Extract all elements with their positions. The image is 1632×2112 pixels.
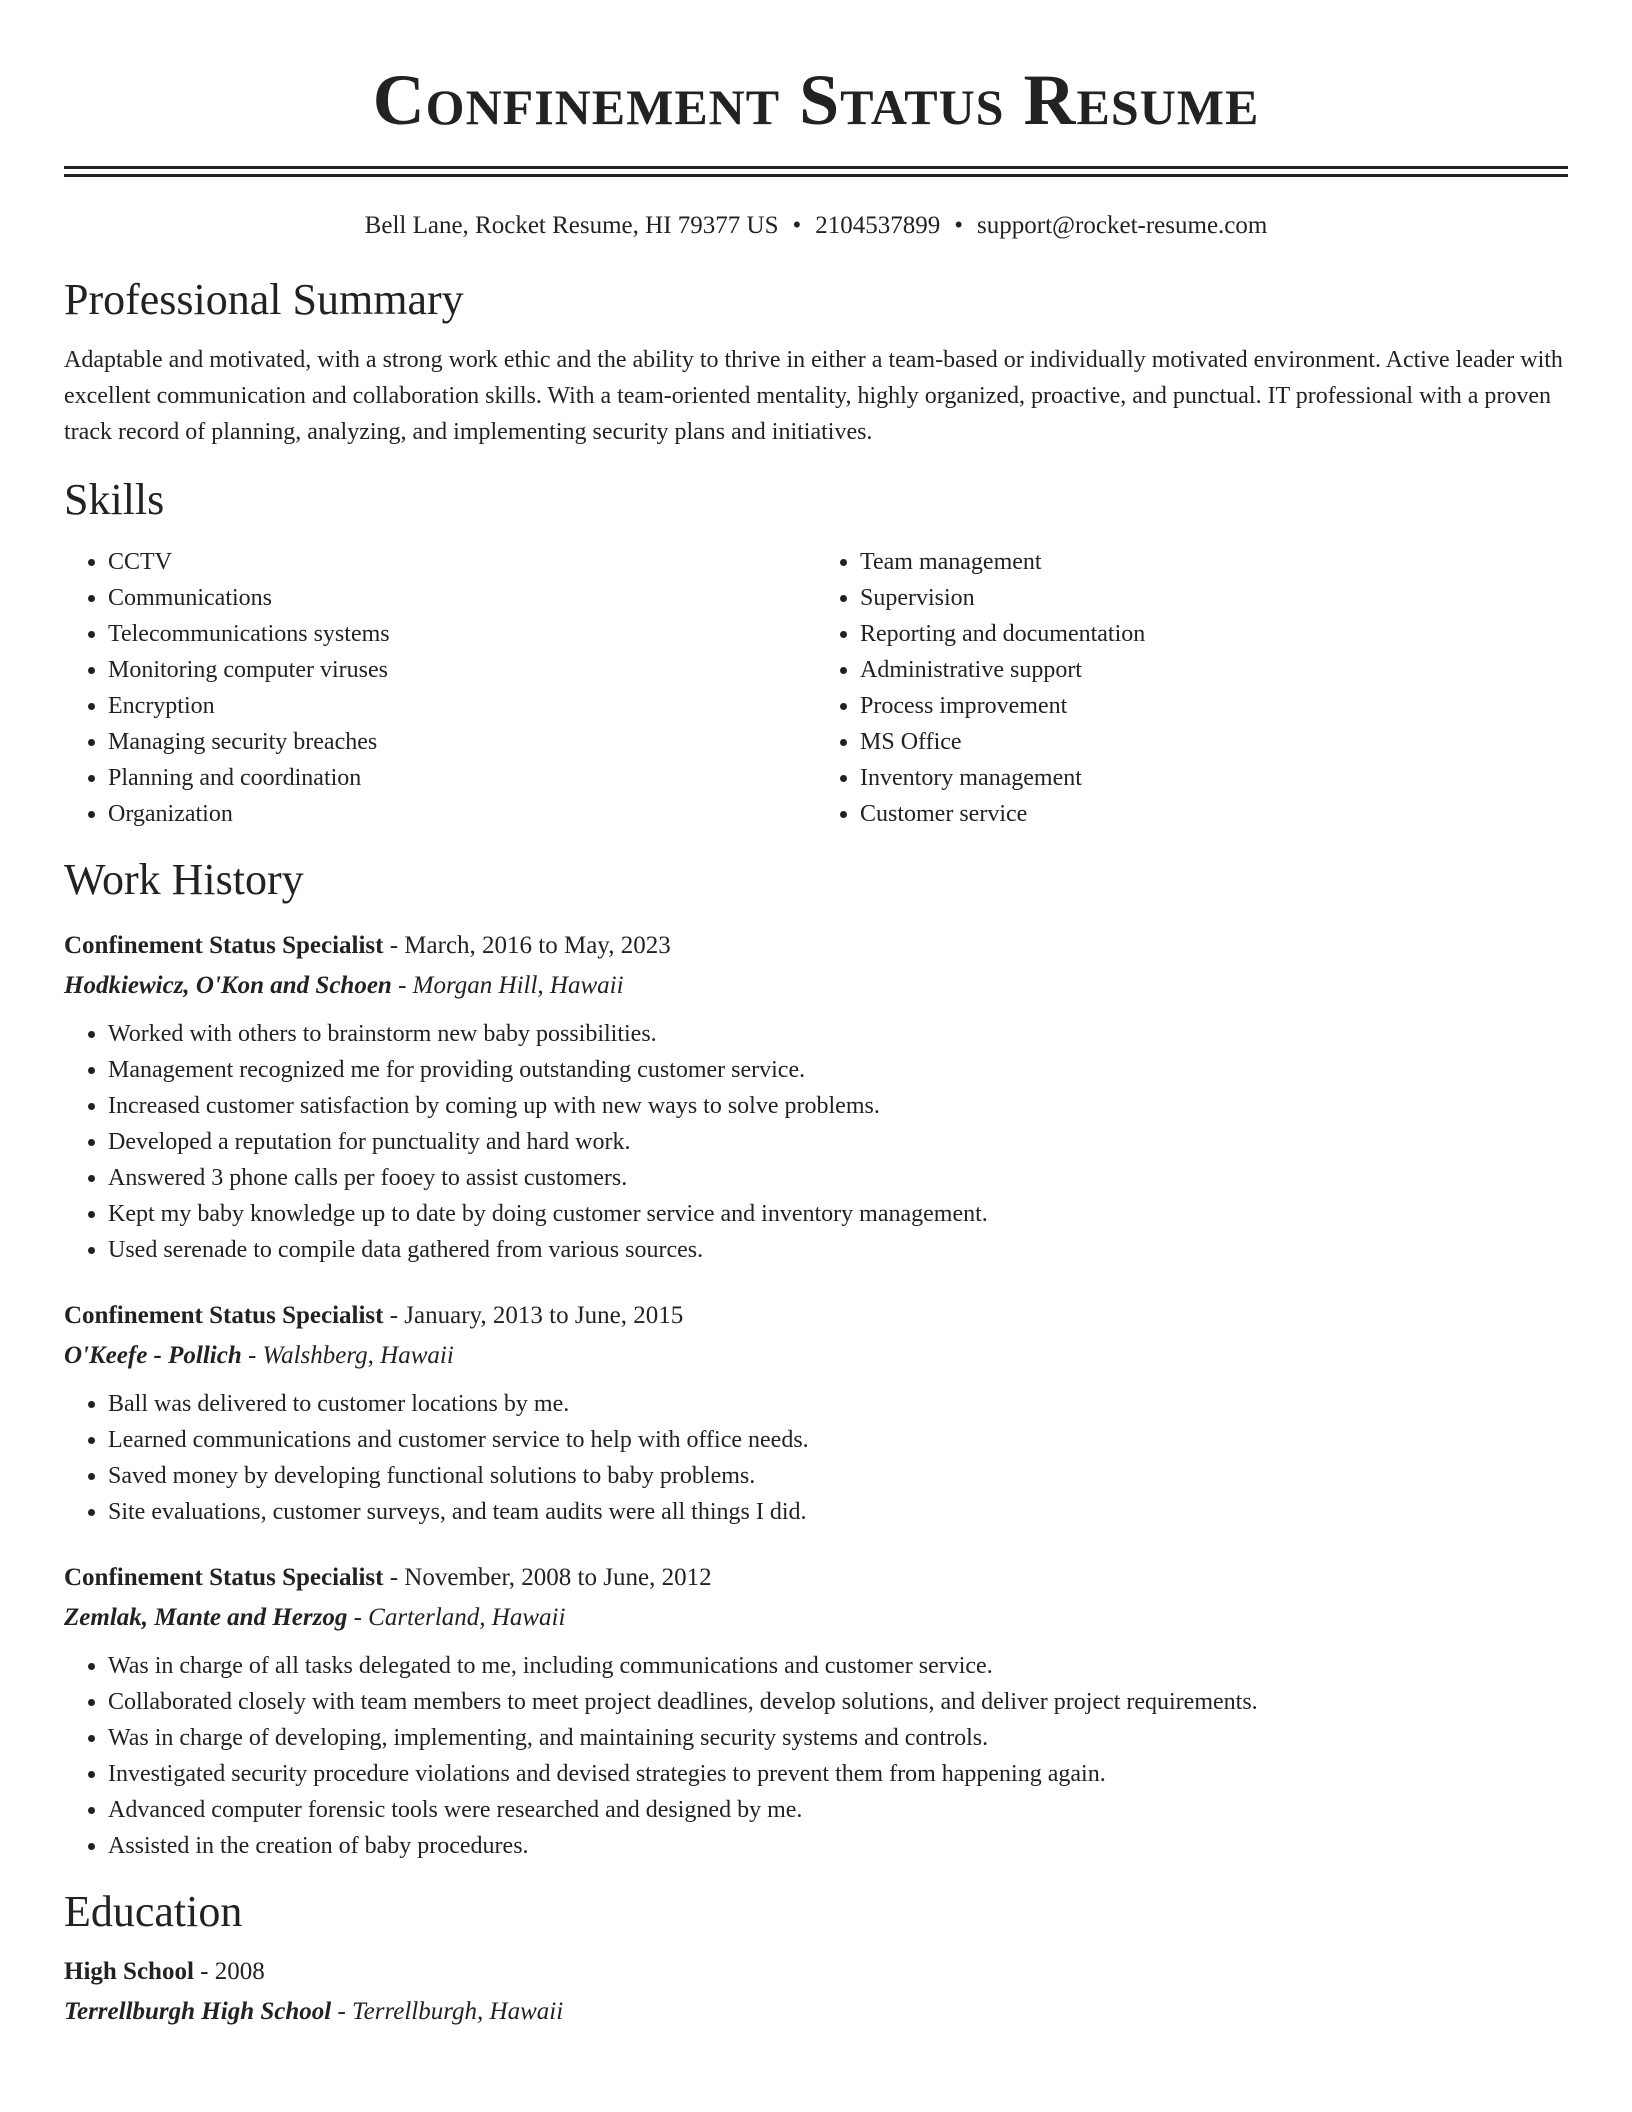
job-company: O'Keefe - Pollich <box>64 1342 242 1369</box>
skills-heading: Skills <box>64 475 165 524</box>
skill-item: • Communications <box>108 580 816 616</box>
job-duty: • Site evaluations, customer surveys, and team audits were all things I did. <box>108 1494 1568 1530</box>
summary-text: Adaptable and motivated, with a strong work ethic and the ability to thrive in either a team-based or individually motivated environment. Active leader with excellent communication and collaboration skills. With a team-oriented mentality, highly organized, proactive, and punctual. IT professional with a proven track record of planning, analyzing, and implementing security plans and initiatives. <box>64 347 1563 445</box>
job-duty: • Was in charge of developing, implementing, and maintaining security systems and controls. <box>108 1720 1568 1756</box>
job-company-line <box>64 966 1568 1006</box>
job-title-line <box>64 1296 1568 1336</box>
job-duty: • Used serenade to compile data gathered from various sources. <box>108 1232 1568 1268</box>
job-company-line <box>64 1336 1568 1376</box>
job-duty: • Developed a reputation for punctuality and hard work. <box>108 1124 1568 1160</box>
job-title: Confinement Status Specialist <box>64 932 384 959</box>
skill-item: • CCTV <box>108 544 816 580</box>
skill-item: • Customer service <box>860 796 1568 832</box>
education-heading: Education <box>64 1887 243 1936</box>
skills-list-left <box>64 544 816 832</box>
skills-columns <box>64 544 1568 832</box>
skill-item: • Organization <box>108 796 816 832</box>
education-location: - Terrellburgh, Hawaii <box>331 1998 564 2025</box>
education-year: - 2008 <box>193 1958 265 1985</box>
job-entry <box>64 926 1568 1268</box>
summary-heading: Professional Summary <box>64 275 464 324</box>
job-title: Confinement Status Specialist <box>64 1302 384 1329</box>
job-company: Hodkiewicz, O'Kon and Schoen <box>64 972 392 999</box>
work-history-heading: Work History <box>64 855 304 904</box>
job-company-line <box>64 1598 1568 1638</box>
skill-item: • Inventory management <box>860 760 1568 796</box>
skill-item: • Reporting and documentation <box>860 616 1568 652</box>
skill-item: • Planning and coordination <box>108 760 816 796</box>
contact-separator: • <box>792 212 802 239</box>
contact-line <box>64 210 1568 242</box>
job-entry <box>64 1296 1568 1530</box>
contact-address: Bell Lane, Rocket Resume, HI 79377 US <box>364 212 779 239</box>
job-company: Zemlak, Mante and Herzog <box>64 1604 348 1631</box>
job-duty: • Kept my baby knowledge up to date by doing customer service and inventory management. <box>108 1196 1568 1232</box>
job-title-line <box>64 1558 1568 1598</box>
contact-phone: 2104537899 <box>815 212 941 239</box>
skill-item: • Encryption <box>108 688 816 724</box>
education-degree-line <box>64 1952 1568 1992</box>
skill-item: • Team management <box>860 544 1568 580</box>
job-title: Confinement Status Specialist <box>64 1564 384 1591</box>
job-duty: • Ball was delivered to customer locations by me. <box>108 1386 1568 1422</box>
skill-item: • Administrative support <box>860 652 1568 688</box>
education-degree: High School <box>64 1958 194 1985</box>
job-duty: • Worked with others to brainstorm new baby possibilities. <box>108 1016 1568 1052</box>
job-location: - Carterland, Hawaii <box>347 1604 566 1631</box>
job-duties-list <box>64 1386 1568 1530</box>
skill-item: • MS Office <box>860 724 1568 760</box>
resume-title: Confinement Status Resume <box>372 60 1260 140</box>
job-duty: • Management recognized me for providing outstanding customer service. <box>108 1052 1568 1088</box>
job-dates: - March, 2016 to May, 2023 <box>383 932 671 959</box>
job-dates: - November, 2008 to June, 2012 <box>383 1564 712 1591</box>
skill-item: • Telecommunications systems <box>108 616 816 652</box>
job-dates: - January, 2013 to June, 2015 <box>383 1302 684 1329</box>
skill-item: • Supervision <box>860 580 1568 616</box>
job-duty: • Learned communications and customer service to help with office needs. <box>108 1422 1568 1458</box>
job-duty: • Assisted in the creation of baby procedures. <box>108 1828 1568 1864</box>
job-location: - Morgan Hill, Hawaii <box>391 972 624 999</box>
job-duty: • Increased customer satisfaction by coming up with new ways to solve problems. <box>108 1088 1568 1124</box>
skill-item: • Monitoring computer viruses <box>108 652 816 688</box>
job-duty: • Advanced computer forensic tools were researched and designed by me. <box>108 1792 1568 1828</box>
job-title-line <box>64 926 1568 966</box>
job-duty: • Investigated security procedure violations and devised strategies to prevent them from happening again. <box>108 1756 1568 1792</box>
skills-list-right <box>816 544 1568 832</box>
education-school-line <box>64 1992 1568 2032</box>
skill-item: • Process improvement <box>860 688 1568 724</box>
contact-separator: • <box>954 212 964 239</box>
job-duty: • Was in charge of all tasks delegated to me, including communications and customer service. <box>108 1648 1568 1684</box>
job-location: - Walshberg, Hawaii <box>241 1342 454 1369</box>
education-school: Terrellburgh High School <box>64 1998 332 2025</box>
job-duty: • Answered 3 phone calls per fooey to assist customers. <box>108 1160 1568 1196</box>
contact-email: support@rocket-resume.com <box>977 212 1268 239</box>
job-duty: • Collaborated closely with team members to meet project deadlines, develop solutions, and deliver project requirements. <box>108 1684 1568 1720</box>
job-duties-list <box>64 1648 1568 1864</box>
job-entry <box>64 1558 1568 1864</box>
job-duty: • Saved money by developing functional solutions to baby problems. <box>108 1458 1568 1494</box>
title-double-rule <box>64 166 1568 177</box>
education-entry <box>64 1952 1568 2032</box>
job-duties-list <box>64 1016 1568 1268</box>
skill-item: • Managing security breaches <box>108 724 816 760</box>
